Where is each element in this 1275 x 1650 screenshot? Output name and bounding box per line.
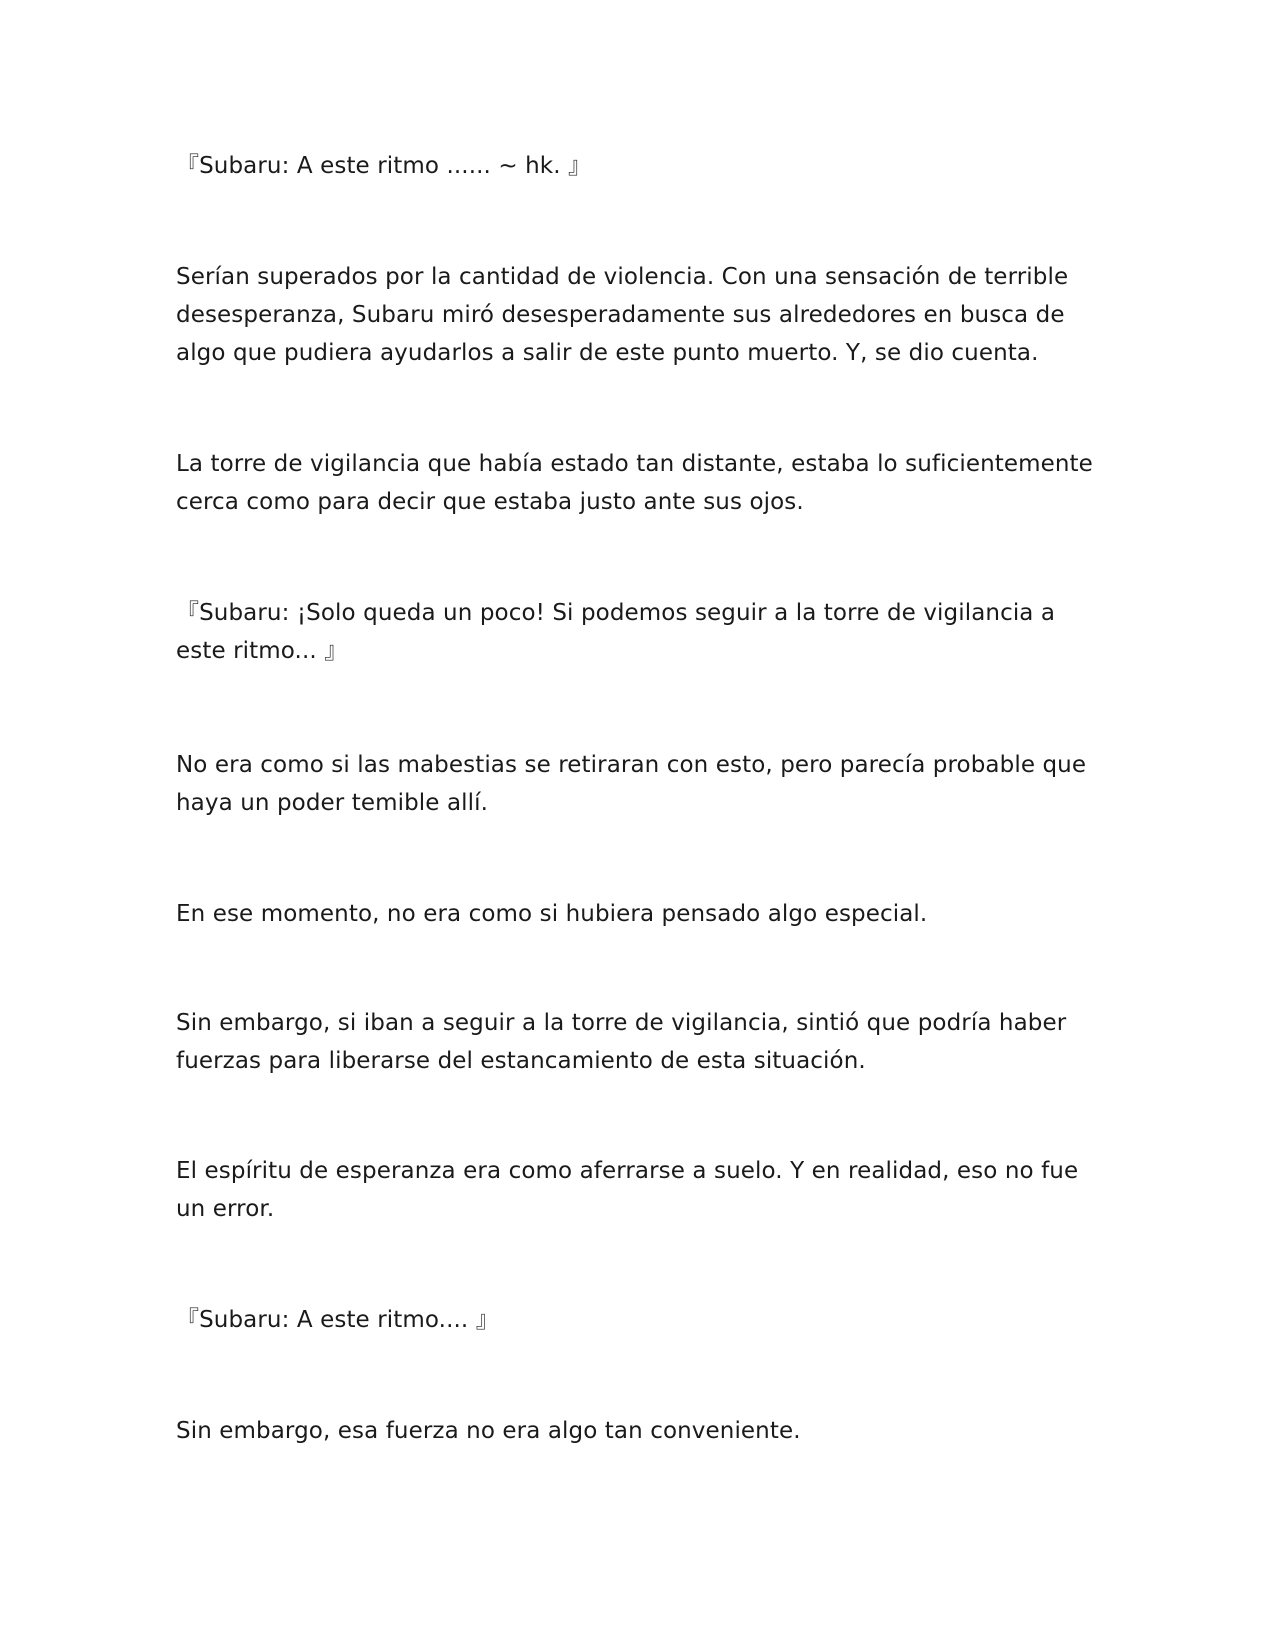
- dialogue-line: 『Subaru: ¡Solo queda un poco! Si podemos seguir a la torre de vigilancia a este ritmo... 』: [176, 600, 1056, 664]
- narration-paragraph: La torre de vigilancia que había estado tan distante, estaba lo suficientemente cerca como para decir que estaba justo ante sus ojos.: [176, 451, 1093, 515]
- narration-paragraph: En ese momento, no era como si hubiera pensado algo especial.: [176, 901, 928, 927]
- dialogue-line: 『Subaru: A este ritmo ...... ~ hk. 』: [176, 153, 592, 179]
- narration-paragraph: Serían superados por la cantidad de violencia. Con una sensación de terrible desesperanza, Subaru miró desesperadamente sus alrededores en busca de algo que pudiera ayudarlos a salir de este punto muerto. Y, se dio cuenta.: [176, 264, 1069, 366]
- narration-paragraph: Sin embargo, esa fuerza no era algo tan conveniente.: [176, 1418, 801, 1444]
- dialogue-line: 『Subaru: A este ritmo.... 』: [176, 1307, 499, 1333]
- narration-paragraph: Sin embargo, si iban a seguir a la torre de vigilancia, sintió que podría haber fuerzas para liberarse del estancamiento de esta situación.: [176, 1010, 1067, 1074]
- narration-paragraph: No era como si las mabestias se retiraran con esto, pero parecía probable que haya un poder temible allí.: [176, 752, 1087, 816]
- narration-paragraph: El espíritu de esperanza era como aferrarse a suelo. Y en realidad, eso no fue un error.: [176, 1158, 1079, 1222]
